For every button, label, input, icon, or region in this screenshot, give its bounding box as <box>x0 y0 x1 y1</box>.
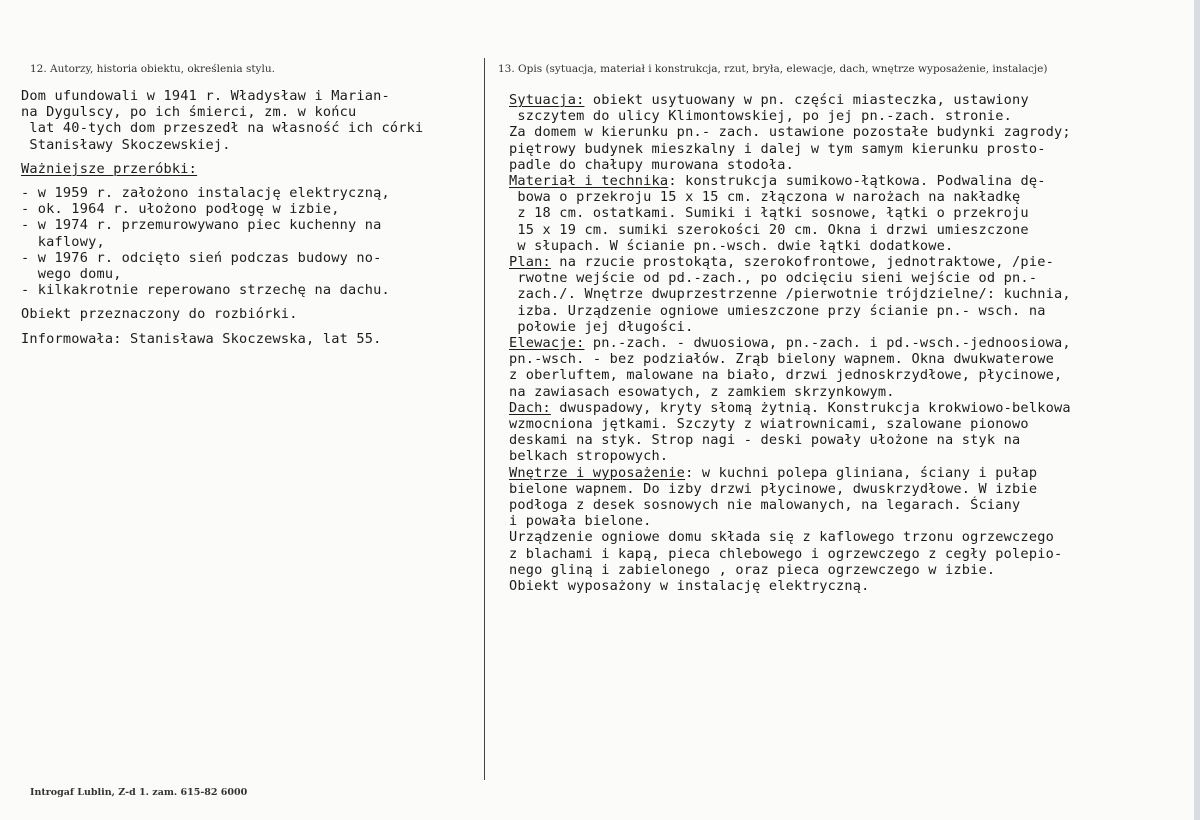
intro-line: Dom ufundowali w 1941 r. Władysław i Marian- <box>21 88 390 104</box>
changes-heading: Ważniejsze przeróbki: <box>21 160 198 177</box>
change-item: - w 1959 r. założono instalację elektryczną, <box>21 185 390 202</box>
section-line: rwotne wejście od pd.-zach., po odcięciu sieni wejście od pn.- <box>509 270 1038 287</box>
section-first-line: Wnętrze i wyposażenie: w kuchni polepa gliniana, ściany i pułap <box>509 464 1038 481</box>
section-first-line: Sytuacja: obiekt usytuowany w pn. części miasteczka, ustawiony <box>509 92 1029 108</box>
section-line: nego gliną i zabielonego , oraz pieca ogrzewczego w izbie. <box>509 561 996 578</box>
section-line: na zawiasach esowatych, z zamkiem skrzynkowym. <box>509 383 895 400</box>
section-line: belkach stropowych. <box>509 448 669 465</box>
section-label-wnetrze: Wnętrze i wyposażenie <box>509 464 686 481</box>
intro-line: na Dygulscy, po ich śmierci, zm. w końcu <box>21 104 357 121</box>
section-line: podłoga z desek sosnowych nie malowanych, na legarach. Ściany <box>509 497 1021 514</box>
left-column-text <box>21 88 481 347</box>
section-label-sytuacja: Sytuacja: <box>509 92 585 108</box>
section-line: izba. Urządzenie ogniowe umieszczone przy ścianie pn.- wsch. na <box>509 302 1046 319</box>
right-column-text <box>509 92 1199 594</box>
section-line: z 18 cm. ostatkami. Sumiki i łątki sosnowe, łątki o przekroju <box>509 205 1029 222</box>
change-item: - w 1976 r. odcięto sień podczas budowy no- <box>21 249 382 266</box>
header-section-12: 12. Autorzy, historia obiektu, określenia stylu. <box>30 63 275 75</box>
change-item: - ok. 1964 r. ułożono podłogę w izbie, <box>21 201 340 218</box>
section-line: bowa o przekroju 15 x 15 cm. złączona w narożach na nakładkę <box>509 189 1021 206</box>
section-label-plan: Plan: <box>509 254 551 271</box>
section-line: szczytem do ulicy Klimontowskiej, po jej pn.-zach. stronie. <box>509 108 1013 125</box>
intro-line: Stanisławy Skoczewskiej. <box>21 136 231 153</box>
intro-line: lat 40-tych dom przeszedł na własność ich córki <box>21 120 424 137</box>
change-item: - kilkakrotnie reperowano strzechę na dachu. <box>21 282 390 299</box>
section-label-elewacje: Elewacje: <box>509 335 585 352</box>
section-label-dach: Dach: <box>509 399 551 416</box>
section-line: Za domem w kierunku pn.- zach. ustawione pozostałe budynki zagrody; <box>509 124 1071 141</box>
change-item: wego domu, <box>21 266 122 283</box>
section-first-line: Dach: dwuspadowy, kryty słomą żytnią. Konstrukcja krokwiowo-belkowa <box>509 399 1071 416</box>
section-line: Urządzenie ogniowe domu składa się z kaflowego trzonu ogrzewczego <box>509 529 1054 546</box>
section-line: Obiekt wyposażony w instalację elektryczną. <box>509 578 870 595</box>
section-line: połowie jej długości. <box>509 318 694 335</box>
section-first-line: Plan: na rzucie prostokąta, szerokofrontowe, jednotraktowe, /pie- <box>509 254 1054 271</box>
section-first-line: Materiał i technika: konstrukcja sumikowo-łątkowa. Podwalina dę- <box>509 173 1046 190</box>
change-item: kaflowy, <box>21 233 105 250</box>
informant-line: Informowała: Stanisława Skoczewska, lat 55. <box>21 330 382 347</box>
section-line: w słupach. W ścianie pn.-wsch. dwie łątki dodatkowe. <box>509 237 954 254</box>
printer-imprint: Introgaf Lublin, Z-d 1. zam. 615-82 6000 <box>30 787 248 798</box>
section-line: 15 x 19 cm. sumiki szerokości 20 cm. Okna i drzwi umieszczone <box>509 221 1029 238</box>
section-line: deskami na styk. Strop nagi - deski powały ułożone na styk na <box>509 432 1021 449</box>
section-line: zach./. Wnętrze dwuprzestrzenne /pierwotnie trójdzielne/: kuchnia, <box>509 286 1071 303</box>
column-divider <box>484 58 485 780</box>
change-item: - w 1974 r. przemurowywano piec kuchenny na <box>21 217 382 234</box>
section-line: wzmocniona jętkami. Szczyty z wiatrownicami, szalowane pionowo <box>509 416 1029 433</box>
section-first-line: Elewacje: pn.-zach. - dwuosiowa, pn.-zach. i pd.-wsch.-jednoosiowa, <box>509 335 1071 352</box>
section-line: i powała bielone. <box>509 513 652 530</box>
section-line: piętrowy budynek mieszkalny i dalej w tym samym kierunku prosto- <box>509 140 1046 157</box>
section-label-material: Materiał i technika <box>509 173 669 190</box>
section-line: pn.-wsch. - bez podziałów. Zrąb bielony wapnem. Okna dwukwaterowe <box>509 351 1054 368</box>
header-section-13: 13. Opis (sytuacja, materiał i konstrukcja, rzut, bryła, elewacje, dach, wnętrze wyposażenie, instalacje) <box>498 63 1048 75</box>
demolition-note: Obiekt przeznaczony do rozbiórki. <box>21 306 298 323</box>
section-line: z blachami i kapą, pieca chlebowego i ogrzewczego z cegły polepio- <box>509 545 1063 562</box>
section-line: z oberluftem, malowane na biało, drzwi jednoskrzydłowe, płycinowe, <box>509 367 1063 384</box>
section-line: padle do chałupy murowana stodoła. <box>509 156 795 173</box>
section-line: bielone wapnem. Do izby drzwi płycinowe, dwuskrzydłowe. W izbie <box>509 480 1038 497</box>
